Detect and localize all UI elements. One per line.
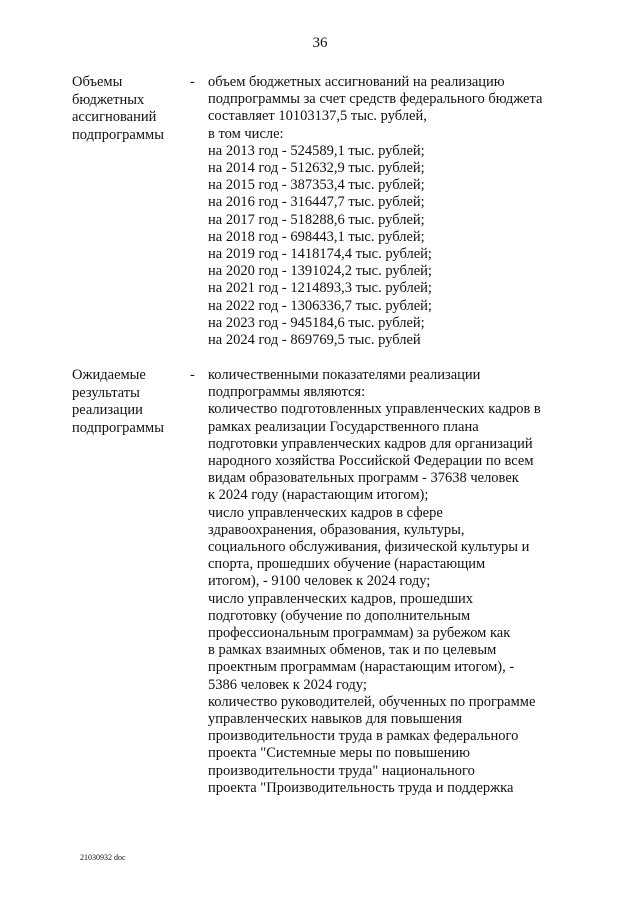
document-footer: 21030932 doc — [80, 853, 126, 862]
content-line: на 2022 год - 1306336,7 тыс. рублей; — [208, 297, 432, 314]
content-line: на 2015 год - 387353,4 тыс. рублей; — [208, 177, 425, 194]
content-line: итогом), - 9100 человек к 2024 году; — [208, 573, 431, 590]
content-line: рамках реализации Государственного плана — [208, 418, 479, 435]
content-line: объем бюджетных ассигнований на реализацию — [208, 74, 505, 90]
content-line: народного хозяйства Российской Федерации по всем — [208, 453, 534, 470]
section-label — [72, 367, 187, 437]
content-line: на 2023 год - 945184,6 тыс. рублей; — [208, 314, 425, 331]
content-line: на 2019 год - 1418174,4 тыс. рублей; — [208, 246, 432, 263]
label-line: Ожидаемые — [72, 367, 146, 383]
label-line: результаты — [72, 384, 140, 401]
label-line: ассигнований — [72, 109, 157, 125]
content-line: подготовки управленческих кадров для организаций — [208, 435, 533, 452]
content-line: на 2014 год - 512632,9 тыс. рублей; — [208, 160, 425, 177]
content-line: 5386 человек к 2024 году; — [208, 676, 367, 693]
section-label — [72, 74, 187, 144]
content-line: на 2018 год - 698443,1 тыс. рублей; — [208, 228, 425, 245]
content-line: на 2024 год - 869769,5 тыс. рублей — [208, 332, 421, 349]
content-line: видам образовательных программ - 37638 человек — [208, 470, 519, 487]
label-line: реализации — [72, 402, 143, 418]
content-line: число управленческих кадров, прошедших — [208, 590, 474, 607]
content-line: на 2013 год - 524589,1 тыс. рублей; — [208, 142, 425, 159]
content-line: здравоохранения, образования, культуры, — [208, 521, 465, 538]
label-line: бюджетных — [72, 91, 145, 108]
section-dash: - — [190, 74, 195, 90]
label-line: подпрограммы — [72, 419, 164, 436]
content-line: управленческих навыков для повышения — [208, 711, 463, 728]
content-line: проекта "Системные меры по повышению — [208, 745, 471, 762]
content-line: количественными показателями реализации — [208, 367, 481, 383]
content-line: проекта "Производительность труда и поддержка — [208, 779, 514, 796]
content-line: количество подготовленных управленческих кадров в — [208, 401, 541, 418]
content-line: на 2017 год - 518288,6 тыс. рублей; — [208, 211, 425, 228]
page-number: 36 — [312, 35, 328, 51]
section-content — [208, 367, 568, 797]
content-line: подпрограммы являются: — [208, 384, 366, 401]
content-line: социального обслуживания, физической культуры и — [208, 539, 530, 556]
content-line: производительности труда" национального — [208, 762, 475, 779]
content-line: составляет 10103137,5 тыс. рублей, — [208, 108, 427, 125]
label-line: Объемы — [72, 74, 123, 90]
content-line: проектным программам (нарастающим итогом), - — [208, 659, 515, 676]
content-line: профессиональным программам) за рубежом как — [208, 625, 511, 642]
content-line: в рамках взаимных обменов, так и по целевым — [208, 642, 497, 659]
content-line: число управленческих кадров в сфере — [208, 504, 443, 521]
content-line: в том числе: — [208, 125, 284, 142]
content-line: количество руководителей, обученных по программе — [208, 693, 536, 710]
section-dash: - — [190, 367, 195, 383]
content-line: спорта, прошедших обучение (нарастающим — [208, 556, 486, 573]
content-line: на 2021 год - 1214893,3 тыс. рублей; — [208, 280, 432, 297]
content-line: к 2024 году (нарастающим итогом); — [208, 487, 429, 504]
content-line: производительности труда в рамках федерального — [208, 728, 519, 745]
content-line: на 2020 год - 1391024,2 тыс. рублей; — [208, 263, 432, 280]
content-line: подготовку (обучение по дополнительным — [208, 607, 471, 624]
content-line: на 2016 год - 316447,7 тыс. рублей; — [208, 194, 425, 211]
section-content — [208, 74, 568, 349]
content-line: подпрограммы за счет средств федерального бюджета — [208, 91, 543, 108]
label-line: подпрограммы — [72, 126, 164, 143]
